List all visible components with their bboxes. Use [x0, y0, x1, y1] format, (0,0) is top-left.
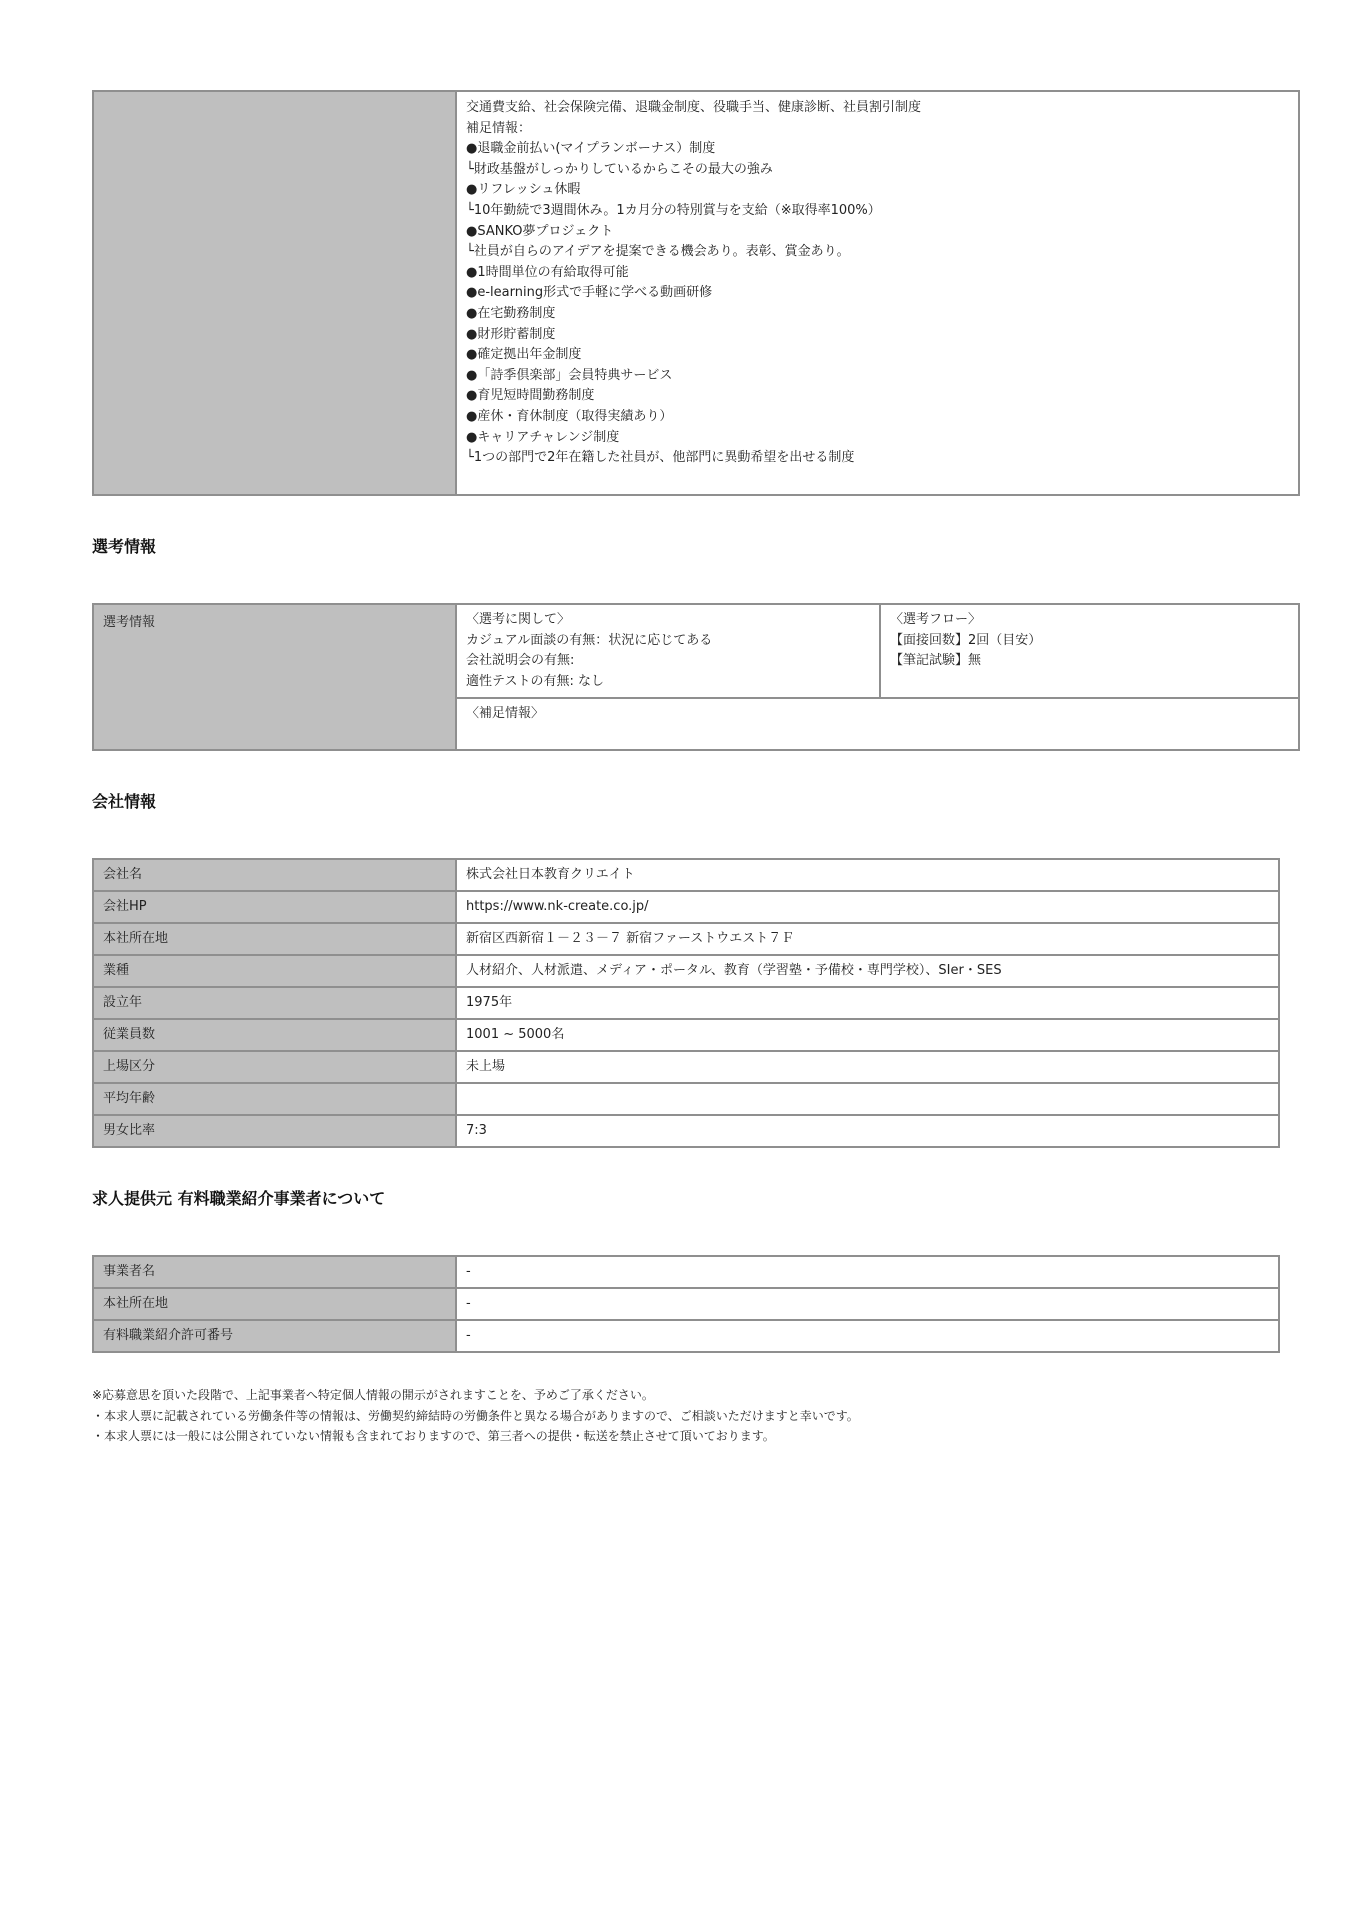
company-heading: 会社情報	[92, 792, 157, 812]
benefits-line: ●確定拠出年金制度	[466, 347, 582, 363]
company-value: 株式会社日本教育クリエイト	[456, 859, 1279, 891]
selection-about-line: 〈選考に関して〉	[466, 612, 571, 627]
table-row	[93, 923, 1279, 955]
benefits-line: ●産休・育休制度（取得実績あり）	[466, 408, 673, 424]
selection-supplement-cell	[456, 698, 1299, 750]
benefits-line: ●1時間単位の有給取得可能	[466, 264, 629, 280]
company-value: 新宿区西新宿１－２３－７ 新宿ファーストウエスト７Ｆ	[456, 923, 1279, 955]
benefits-line: └1つの部門で2年在籍した社員が、他部門に異動希望を出せる制度	[466, 450, 855, 466]
benefits-line: └財政基盤がしっかりしているからこその最大の強み	[466, 161, 773, 177]
table-row	[93, 1320, 1279, 1352]
provider-value: -	[456, 1256, 1279, 1288]
company-label: 上場区分	[93, 1051, 456, 1083]
table-row	[93, 1083, 1279, 1115]
table-row	[93, 1019, 1279, 1051]
company-label: 設立年	[93, 987, 456, 1019]
benefits-line: ●在宅勤務制度	[466, 305, 556, 321]
notes-block	[92, 1385, 1300, 1447]
company-value	[456, 1083, 1279, 1115]
provider-value: -	[456, 1288, 1279, 1320]
table-row	[93, 1256, 1279, 1288]
selection-flow-line: 【筆記試験】無	[890, 653, 982, 669]
provider-table	[92, 1255, 1280, 1353]
table-row	[93, 891, 1279, 923]
benefits-line: ●育児短時間勤務制度	[466, 388, 595, 404]
provider-label: 有料職業紹介許可番号	[93, 1320, 456, 1352]
benefits-line: ●「詩季倶楽部」会員特典サービス	[466, 367, 673, 383]
selection-heading: 選考情報	[92, 537, 157, 556]
table-row	[93, 955, 1279, 987]
benefits-line: 交通費支給、社会保険完備、退職金制度、役職手当、健康診断、社員割引制度	[466, 100, 922, 115]
table-row	[93, 987, 1279, 1019]
table-row	[93, 1051, 1279, 1083]
provider-heading: 求人提供元 有料職業紹介事業者について	[92, 1189, 386, 1209]
benefits-line: ●財形貯蓄制度	[466, 326, 556, 342]
company-label: 会社名	[93, 859, 456, 891]
benefits-line: ●SANKO夢プロジェクト	[466, 223, 614, 239]
table-row	[93, 859, 1279, 891]
company-value: 1975年	[456, 987, 1279, 1019]
selection-row	[93, 604, 1299, 698]
provider-label: 事業者名	[93, 1256, 456, 1288]
benefits-line: └10年勤続で3週間休み。1カ月分の特別賞与を支給（※取得率100%）	[466, 202, 881, 218]
benefits-line: ●キャリアチャレンジ制度	[466, 429, 620, 445]
benefits-line: ●退職金前払い(マイプランボーナス）制度	[466, 141, 716, 157]
selection-table	[92, 603, 1300, 751]
selection-flow-cell	[880, 604, 1299, 698]
table-row	[93, 1115, 1279, 1147]
company-value: 未上場	[456, 1051, 1279, 1083]
company-label: 従業員数	[93, 1019, 456, 1051]
benefits-label-cell	[93, 91, 456, 495]
company-value: 7:3	[456, 1115, 1279, 1147]
selection-about-line: カジュアル面談の有無：状況に応じてある	[466, 632, 713, 648]
company-value: 人材紹介、人材派遣、メディア・ポータル、教育（学習塾・予備校・専門学校）、SIer・SES	[456, 955, 1279, 987]
benefits-line: ●e-learning形式で手軽に学べる動画研修	[466, 285, 713, 301]
company-label: 会社HP	[93, 891, 456, 923]
benefits-line: ●リフレッシュ休暇	[466, 182, 581, 198]
note-line: ・本求人票には一般には公開されていない情報も含まれておりますので、第三者への提供・転送を禁止させて頂いております。	[92, 1429, 775, 1444]
page	[92, 90, 1300, 1447]
benefits-value-cell	[456, 91, 1299, 495]
selection-label-cell: 選考情報	[93, 604, 456, 750]
provider-value: -	[456, 1320, 1279, 1352]
selection-flow-line: 【面接回数】2回（目安）	[890, 632, 1042, 648]
provider-label: 本社所在地	[93, 1288, 456, 1320]
company-label: 平均年齢	[93, 1083, 456, 1115]
selection-about-cell	[456, 604, 880, 698]
company-table	[92, 858, 1280, 1148]
table-row	[93, 1288, 1279, 1320]
selection-about-line: 適性テストの有無: なし	[466, 673, 604, 689]
company-homepage-link[interactable]: https://www.nk-create.co.jp/	[456, 891, 1279, 923]
note-line: ※応募意思を頂いた段階で、上記事業者へ特定個人情報の開示がされますことを、予めご了承ください。	[92, 1388, 654, 1403]
selection-about-line: 会社説明会の有無:	[466, 653, 575, 669]
selection-supplement-text: 〈補足情報〉	[466, 706, 545, 722]
note-line: ・本求人票に記載されている労働条件等の情報は、労働契約締結時の労働条件と異なる場合がありますので、ご相談いただけますと幸いです。	[92, 1408, 859, 1423]
selection-flow-line: 〈選考フロー〉	[890, 612, 982, 627]
benefits-line: └社員が自らのアイデアを提案できる機会あり。表彰、賞金あり。	[466, 244, 850, 260]
benefits-line: 補足情報：	[466, 120, 532, 136]
benefits-table	[92, 90, 1300, 496]
benefits-row	[93, 91, 1299, 495]
company-value: 1001 ~ 5000名	[456, 1019, 1279, 1051]
company-label: 業種	[93, 955, 456, 987]
company-label: 男女比率	[93, 1115, 456, 1147]
company-label: 本社所在地	[93, 923, 456, 955]
